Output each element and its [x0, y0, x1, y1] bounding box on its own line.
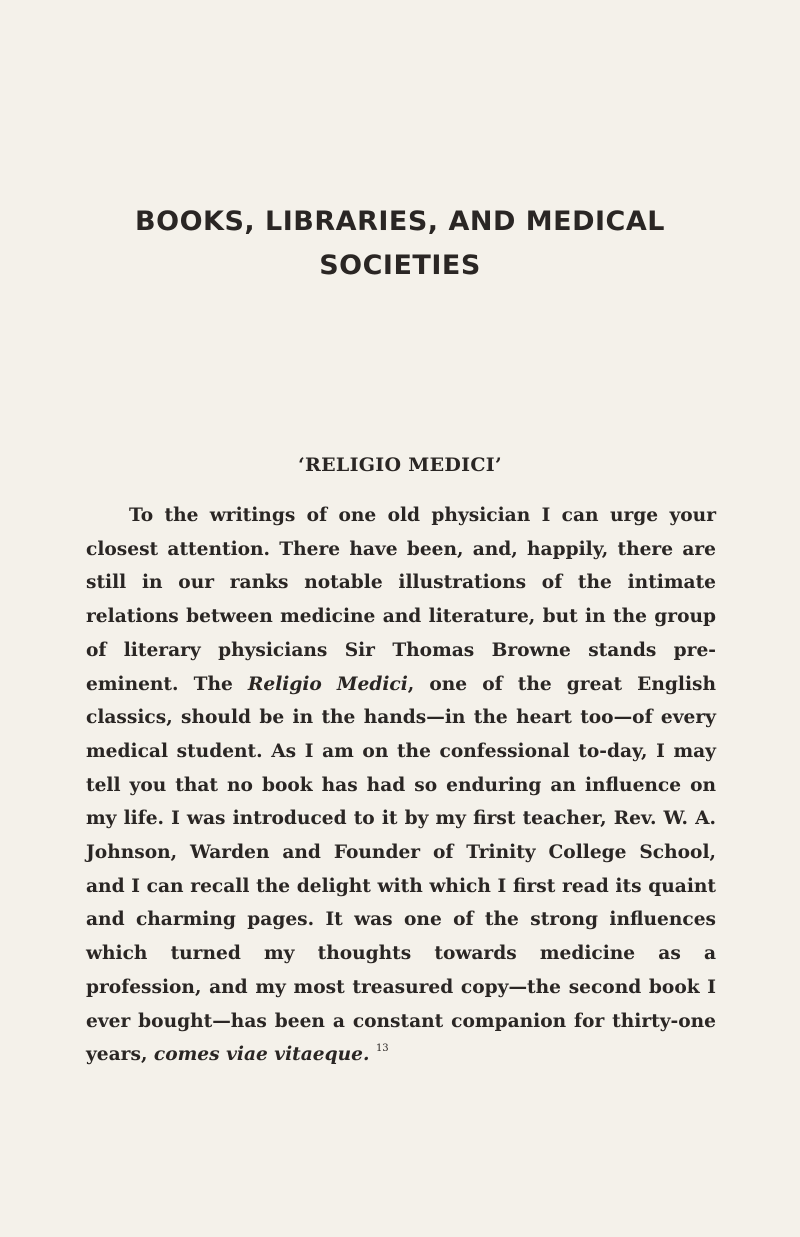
body-paragraph: [86, 499, 716, 1072]
paragraph-text-part-1: To the writings of one old physician I can urge your closest attention. There have been, and, happily, there are still in our ranks notable illustrations of the intimate relations between medicine and literature, but in the group of literary physicians Sir Thomas Browne stands pre-eminent. The: [86, 505, 716, 695]
latin-phrase-italic: comes viae vitaeque.: [153, 1044, 370, 1066]
book-title-italic: Religio Medici: [247, 673, 408, 695]
chapter-heading-line-1: BOOKS, LIBRARIES, AND MEDICAL: [135, 206, 665, 237]
paragraph-text-part-2: , one of the great English classics, should be in the hands—in the heart too—of every medical student. As I am on the confessional to-day, I may tell you that no book has had so enduring an influence on my life. I was introduced to it by my first teacher, Rev. W. A. Johnson, Warden and Founder of Trinity College School, and I can recall the delight with which I first read its quaint and charming pages. It was one of the strong influences which turned my thoughts towards medicine as a profession, and my most treasured copy—the second book I ever bought—has been a constant companion for thirty-one years,: [86, 673, 716, 1066]
chapter-heading-line-2: SOCIETIES: [319, 250, 481, 281]
section-title: ‘RELIGIO MEDICI’: [298, 454, 502, 476]
footnote-reference[interactable]: 13: [375, 1043, 389, 1055]
chapter-heading: [0, 200, 800, 288]
